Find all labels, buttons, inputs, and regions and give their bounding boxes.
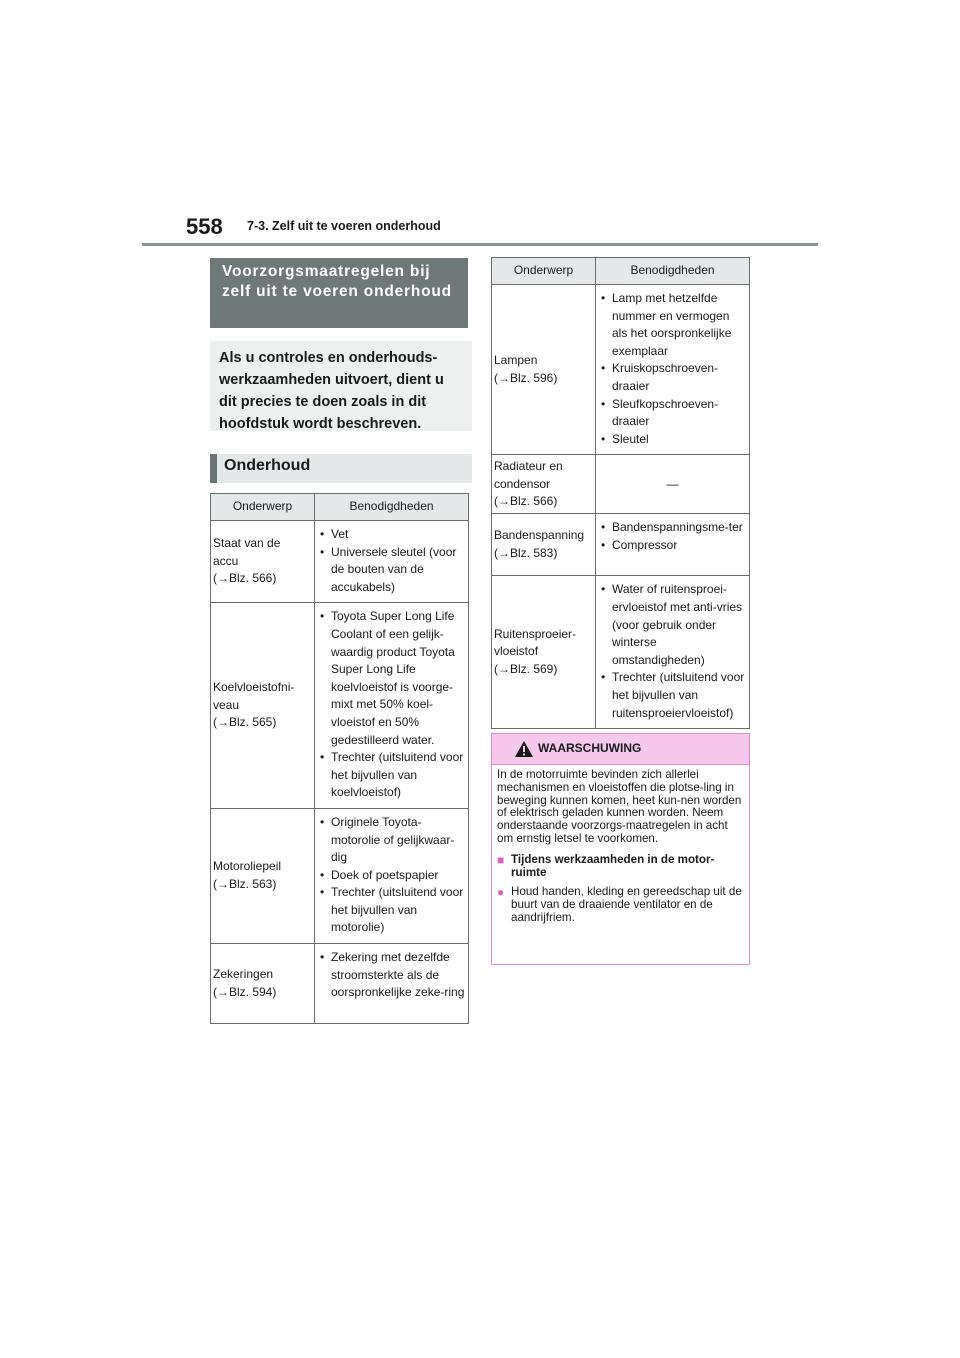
subject-line: Radiateur en: [494, 458, 563, 473]
subject-cell: [211, 603, 315, 809]
table-row: [492, 285, 750, 455]
subject-cell: [211, 944, 315, 1024]
supplies-cell: [596, 285, 750, 455]
supplies-cell: [315, 944, 469, 1024]
subject-line: (→Blz. 565): [213, 715, 277, 730]
subject-line: Zekeringen: [213, 966, 274, 981]
list-item: • Compressor: [600, 537, 747, 555]
subject-line: (→Blz. 594): [213, 984, 277, 999]
subject-line: veau: [213, 697, 240, 712]
subject-cell: [492, 455, 596, 514]
list-item: • Sleufkopschroeven-draaier: [600, 396, 747, 431]
warning-heading: [497, 854, 744, 880]
warning-header: [492, 734, 749, 765]
list-item: • Trechter (uitsluitend voor het bijvullen van koelvloeistof): [319, 749, 466, 802]
table-row: [211, 603, 469, 809]
table-header-row: [211, 494, 469, 521]
list-item: • Sleutel: [600, 431, 747, 449]
supplies-cell: [315, 521, 469, 603]
page-number: 558: [186, 214, 223, 239]
list-item: • Water of ruitensproei-ervloeistof met anti-vries (voor gebruik onder winterse omstandigheden): [600, 581, 747, 669]
intro-text: Als u controles en onderhouds-werkzaamheden uitvoert, dient u dit precies te doen zoals in dit hoofdstuk wordt beschreven.: [210, 341, 472, 431]
square-bullet-icon: ■: [497, 852, 505, 867]
subject-cell: [211, 521, 315, 603]
warning-heading-text: Tijdens werkzaamheden in de motor-ruimte: [511, 852, 715, 879]
maintenance-table-left: [210, 493, 469, 1024]
maintenance-table-right: [491, 257, 750, 729]
supplies-cell: [596, 455, 750, 514]
list-item: • Universele sleutel (voor de bouten van de accukabels): [319, 544, 466, 597]
subject-line: condensor: [494, 476, 551, 491]
list-item: • Trechter (uitsluitend voor het bijvullen van ruitensproeiervloeistof): [600, 669, 747, 722]
subject-line: Lampen: [494, 353, 538, 368]
header-rule: [142, 243, 818, 246]
supplies-cell: [315, 603, 469, 809]
subject-line: Koelvloeistofni-: [213, 680, 295, 695]
subject-line: Bandenspanning: [494, 528, 585, 543]
list-item: • Kruiskopschroeven-draaier: [600, 360, 747, 395]
supplies-cell: [596, 514, 750, 576]
page-title: Voorzorgsmaatregelen bij zelf uit te voeren onderhoud: [210, 258, 468, 328]
table-row: [211, 944, 469, 1024]
subject-cell: [492, 285, 596, 455]
list-item: • Vet: [319, 526, 466, 544]
column-header-subject: Onderwerp: [492, 258, 596, 285]
list-item: • Bandenspanningsme-ter: [600, 519, 747, 537]
subject-line: (→Blz. 563): [213, 876, 277, 891]
subject-cell: [211, 808, 315, 943]
table-row: [211, 521, 469, 603]
warning-text: In de motorruimte bevinden zich allerlei mechanismen en vloeistoffen die plotse-ling in beweging kunnen komen, heet kun-nen worden of elektrisch geladen kunnen worden. Neem onderstaande voorzorgs-maatregelen in acht om ernstig letsel te voorkomen.: [497, 768, 742, 845]
empty-dash: —: [666, 476, 679, 491]
list-item: • Toyota Super Long Life Coolant of een gelijk-waardig product Toyota Super Long Life koelvloeistof is voorge-mixt met 50% koel-vloeistof en 50% gedestilleerd water.: [319, 608, 466, 749]
list-item: • Lamp met hetzelfde nummer en vermogen als het oorspronkelijke exemplaar: [600, 290, 747, 360]
column-header-subject: Onderwerp: [211, 494, 315, 521]
subject-line: (→Blz. 569): [494, 662, 558, 677]
table-row: [492, 455, 750, 514]
warning-body: [492, 765, 749, 925]
subject-line: (→Blz. 583): [494, 545, 558, 560]
supplies-cell: [596, 576, 750, 729]
supplies-cell: [315, 808, 469, 943]
table-row: [492, 576, 750, 729]
table-row: [211, 808, 469, 943]
warning-point-text: Houd handen, kleding en gereedschap uit de buurt van de draaiende ventilator en de aandrijfriem.: [511, 885, 742, 924]
table-header-row: [492, 258, 750, 285]
list-item: • Trechter (uitsluitend voor het bijvullen van motorolie): [319, 884, 466, 937]
list-item: • Zekering met dezelfde stroomsterkte als de oorspronkelijke zeke-ring: [319, 949, 466, 1002]
list-item: • Doek of poetspapier: [319, 867, 466, 885]
column-header-supplies: Benodigdheden: [596, 258, 750, 285]
subject-line: Motoroliepeil: [213, 859, 282, 874]
subject-cell: [492, 576, 596, 729]
subject-line: (→Blz. 566): [213, 571, 277, 586]
subject-cell: [492, 514, 596, 576]
warning-box: [491, 733, 750, 965]
table-row: [492, 514, 750, 576]
column-header-supplies: Benodigdheden: [315, 494, 469, 521]
subject-line: (→Blz. 596): [494, 370, 558, 385]
circle-bullet-icon: ●: [497, 885, 505, 900]
section-title: 7-3. Zelf uit te voeren onderhoud: [247, 219, 441, 233]
subject-line: (→Blz. 566): [494, 494, 558, 509]
subject-line: Staat van de: [213, 536, 281, 551]
subheading: Onderhoud: [210, 454, 472, 483]
list-item: • Originele Toyota-motorolie of gelijkwaar-dig: [319, 814, 466, 867]
warning-title: WAARSCHUWING: [538, 741, 642, 755]
subject-line: accu: [213, 553, 239, 568]
warning-triangle-icon: [514, 740, 534, 762]
subject-line: vloeistof: [494, 644, 539, 659]
subject-line: Ruitensproeier-: [494, 626, 577, 641]
warning-point: [497, 886, 744, 924]
